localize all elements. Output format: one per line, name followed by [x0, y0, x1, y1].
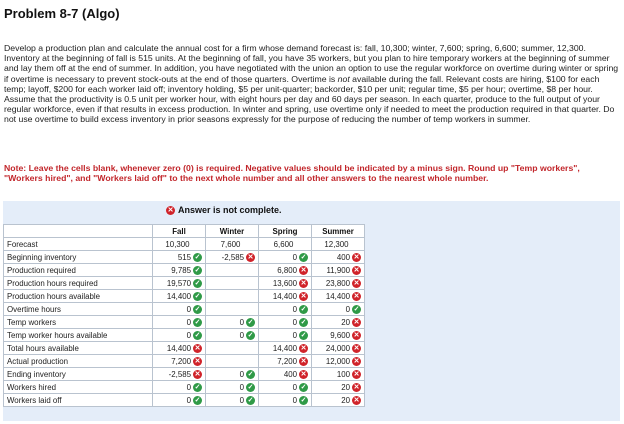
cell-content	[312, 344, 361, 353]
cell-winter[interactable]	[206, 251, 259, 264]
cell-value[interactable]: 14,400	[166, 291, 191, 301]
correct-check-icon: ✓	[247, 396, 254, 404]
cell-summer[interactable]	[312, 303, 365, 316]
cell-content	[206, 240, 255, 249]
cell-content	[206, 331, 255, 340]
cell-spring[interactable]	[259, 342, 312, 355]
cell-value[interactable]: 7,200	[277, 356, 297, 366]
header-spring: Spring	[259, 225, 312, 238]
table-row	[4, 290, 365, 303]
correct-check-icon: ✓	[194, 396, 201, 404]
header-winter: Winter	[206, 225, 259, 238]
cell-fall[interactable]	[153, 303, 206, 316]
cell-content	[259, 305, 308, 314]
cell-winter[interactable]	[206, 329, 259, 342]
table-row	[4, 264, 365, 277]
row-label: Temp workers	[4, 316, 153, 329]
cell-content	[153, 370, 202, 379]
cell-summer[interactable]	[312, 251, 365, 264]
answer-status	[166, 205, 282, 215]
cell-value[interactable]: 0	[292, 382, 297, 392]
cell-value[interactable]: 0	[186, 395, 191, 405]
incorrect-x-icon: ✕	[300, 344, 307, 352]
cell-fall[interactable]	[153, 394, 206, 407]
cell-spring[interactable]	[259, 303, 312, 316]
cell-value[interactable]: 0	[186, 304, 191, 314]
cell-value[interactable]: 13,600	[272, 278, 297, 288]
table-row	[4, 238, 365, 251]
incorrect-x-icon: ✕	[194, 357, 201, 365]
correct-check-icon: ✓	[300, 396, 307, 404]
row-label: Production required	[4, 264, 153, 277]
cell-value[interactable]: 0	[239, 369, 244, 379]
row-label: Actual production	[4, 355, 153, 368]
incorrect-x-icon: ✕	[247, 253, 254, 261]
cell-spring[interactable]	[259, 316, 312, 329]
table-row	[4, 394, 365, 407]
cell-value: 6,600	[273, 239, 294, 249]
cell-spring[interactable]	[259, 264, 312, 277]
cell-content	[259, 253, 308, 262]
cell-summer[interactable]	[312, 329, 365, 342]
problem-text-part-2: available during the fall. Relevant costs are hiring, $100 for each temp; layoff, $200 for each worker laid off; inventory holding, $5 per unit-quarter; backorder, $10 per unit; regular time, $5 per hour; overtime, $8 per hour. Assume that the productivity is 0.5 unit per worker hour, with eight hours per day and 60 days per season. In each quarter, produce to the full output of your regular workforce, even if that results in excess production. In winter and spring, use overtime only if needed to meet the production required in that quarter. Do not use overtime to build excess inventory in prior seasons expressly for the purpose of reducing the number of temp workers in summer.	[4, 73, 615, 125]
cell-value[interactable]: 0	[239, 317, 244, 327]
cell-value[interactable]: 0	[292, 252, 297, 262]
cell-value[interactable]: 6,800	[277, 265, 297, 275]
incorrect-x-icon: ✕	[194, 344, 201, 352]
row-label: Workers laid off	[4, 394, 153, 407]
cell-summer[interactable]	[312, 355, 365, 368]
cell-spring[interactable]	[259, 290, 312, 303]
cell-winter[interactable]	[206, 303, 259, 316]
incorrect-x-icon: ✕	[194, 370, 201, 378]
cell-value[interactable]: 400	[283, 369, 297, 379]
correct-check-icon: ✓	[247, 318, 254, 326]
correct-check-icon: ✓	[247, 370, 254, 378]
correct-check-icon: ✓	[194, 292, 201, 300]
cell-value[interactable]: 0	[186, 330, 191, 340]
cell-value[interactable]: 0	[292, 395, 297, 405]
incorrect-x-icon: ✕	[300, 370, 307, 378]
row-label: Workers hired	[4, 381, 153, 394]
cell-winter[interactable]	[206, 368, 259, 381]
incorrect-x-icon: ✕	[300, 357, 307, 365]
cell-value[interactable]: 7,200	[171, 356, 191, 366]
cell-value[interactable]: 24,000	[325, 343, 350, 353]
problem-text-emphasis: not	[337, 73, 350, 84]
cell-content	[312, 383, 361, 392]
correct-check-icon: ✓	[353, 305, 360, 313]
table-row	[4, 329, 365, 342]
cell-spring[interactable]	[259, 368, 312, 381]
cell-summer	[312, 238, 365, 251]
cell-content	[153, 344, 202, 353]
cell-summer[interactable]	[312, 290, 365, 303]
problem-title: Problem 8-7 (Algo)	[4, 6, 120, 21]
cell-content	[206, 396, 255, 405]
correct-check-icon: ✓	[300, 305, 307, 313]
correct-check-icon: ✓	[194, 383, 201, 391]
cell-value[interactable]: 14,400	[325, 291, 350, 301]
cell-spring[interactable]	[259, 277, 312, 290]
cell-value[interactable]: -2,585	[168, 369, 191, 379]
cell-content	[312, 253, 361, 262]
row-label: Production hours required	[4, 277, 153, 290]
correct-check-icon: ✓	[300, 253, 307, 261]
incorrect-x-icon: ✕	[353, 357, 360, 365]
cell-winter[interactable]	[206, 342, 259, 355]
cell-content	[259, 370, 308, 379]
header-label-column	[4, 225, 153, 238]
cell-value[interactable]: 23,800	[325, 278, 350, 288]
cell-fall[interactable]	[153, 251, 206, 264]
cell-summer[interactable]	[312, 277, 365, 290]
cell-value[interactable]: 20	[341, 382, 350, 392]
incorrect-x-icon: ✕	[353, 292, 360, 300]
cell-fall[interactable]	[153, 316, 206, 329]
correct-check-icon: ✓	[194, 318, 201, 326]
correct-check-icon: ✓	[194, 305, 201, 313]
cell-content	[259, 292, 308, 301]
row-label: Forecast	[4, 238, 153, 251]
header-summer: Summer	[312, 225, 365, 238]
cell-content	[153, 383, 202, 392]
cell-content	[153, 318, 202, 327]
cell-winter	[206, 238, 259, 251]
instruction-note: Note: Leave the cells blank, whenever zero (0) is required. Negative values should be indicated by a minus sign. Round up "Temp workers", "Workers hired", and "Workers laid off" to the next whole number and all other answers to the nearest whole number.	[4, 163, 580, 184]
cell-content	[153, 292, 202, 301]
cell-content	[259, 240, 308, 249]
incorrect-x-icon: ✕	[353, 331, 360, 339]
cell-content	[259, 396, 308, 405]
table-row	[4, 342, 365, 355]
cell-content	[206, 370, 255, 379]
incorrect-x-icon: ✕	[353, 266, 360, 274]
cell-value[interactable]: 0	[239, 395, 244, 405]
cell-content	[312, 396, 361, 405]
incorrect-x-icon: ✕	[353, 318, 360, 326]
row-label: Production hours available	[4, 290, 153, 303]
problem-text-part-1: Develop a production plan and calculate the annual cost for a firm whose demand forecast is: fall, 10,300; winter, 7,600; spring, 6,600; summer, 12,300. Inventory at the beginning of fall is 515 units. At the beginning of fall, you have 35 workers, but you plan to hire temporary workers at the beginning of summer and lay them off at the end of summer. In addition, you have negotiated with the union an option to use the regular workforce on overtime during winter or spring if overtime is necessary to prevent stock-outs at the end of those quarters. Overtime is	[4, 43, 619, 84]
cell-summer[interactable]	[312, 316, 365, 329]
cell-content	[259, 344, 308, 353]
cell-value[interactable]: 9,600	[330, 330, 350, 340]
cell-winter[interactable]	[206, 290, 259, 303]
cell-content	[153, 240, 202, 249]
incorrect-x-icon: ✕	[300, 292, 307, 300]
incorrect-x-icon: ✕	[353, 396, 360, 404]
cell-content	[153, 279, 202, 288]
table-row	[4, 277, 365, 290]
cell-content	[153, 331, 202, 340]
cell-spring[interactable]	[259, 381, 312, 394]
cell-summer[interactable]	[312, 381, 365, 394]
cell-content	[312, 292, 361, 301]
table-row	[4, 381, 365, 394]
cell-content	[153, 305, 202, 314]
cell-value[interactable]: 0	[239, 382, 244, 392]
cell-value[interactable]: 0	[186, 382, 191, 392]
cell-content	[259, 331, 308, 340]
cell-summer[interactable]	[312, 264, 365, 277]
cell-value[interactable]: 19,570	[166, 278, 191, 288]
cell-value: 7,600	[220, 239, 241, 249]
cell-value[interactable]: 14,400	[272, 291, 297, 301]
incorrect-x-icon: ✕	[353, 383, 360, 391]
cell-summer[interactable]	[312, 368, 365, 381]
correct-check-icon: ✓	[194, 253, 201, 261]
cell-value[interactable]: 20	[341, 395, 350, 405]
correct-check-icon: ✓	[247, 331, 254, 339]
table-row	[4, 251, 365, 264]
cell-content	[312, 305, 361, 314]
cell-spring[interactable]	[259, 355, 312, 368]
cell-content	[259, 266, 308, 275]
incorrect-x-icon: ✕	[300, 266, 307, 274]
cell-value[interactable]: -2,585	[221, 252, 244, 262]
cell-content	[153, 266, 202, 275]
cell-content	[259, 318, 308, 327]
cell-content	[206, 318, 255, 327]
table-body	[4, 238, 365, 407]
row-label: Ending inventory	[4, 368, 153, 381]
cell-content	[259, 383, 308, 392]
cell-value: 12,300	[324, 239, 349, 249]
cell-winter[interactable]	[206, 316, 259, 329]
cell-content	[206, 253, 255, 262]
cell-fall	[153, 238, 206, 251]
cell-value[interactable]: 0	[186, 317, 191, 327]
cell-content	[259, 357, 308, 366]
cell-fall[interactable]	[153, 368, 206, 381]
cell-fall[interactable]	[153, 264, 206, 277]
cell-value[interactable]: 9,785	[171, 265, 191, 275]
incorrect-icon: ✕	[167, 206, 174, 214]
incorrect-x-icon: ✕	[300, 279, 307, 287]
correct-check-icon: ✓	[300, 383, 307, 391]
correct-check-icon: ✓	[194, 279, 201, 287]
cell-value[interactable]: 0	[292, 330, 297, 340]
production-plan-table	[3, 224, 365, 407]
cell-winter[interactable]	[206, 394, 259, 407]
cell-value[interactable]: 11,900	[326, 265, 350, 275]
incorrect-x-icon: ✕	[353, 370, 360, 378]
cell-fall[interactable]	[153, 381, 206, 394]
table-row	[4, 303, 365, 316]
correct-check-icon: ✓	[300, 331, 307, 339]
cell-value: 10,300	[165, 239, 190, 249]
cell-content	[312, 331, 361, 340]
row-label: Beginning inventory	[4, 251, 153, 264]
problem-text	[4, 43, 620, 125]
cell-content	[259, 279, 308, 288]
correct-check-icon: ✓	[247, 383, 254, 391]
cell-value[interactable]: 100	[336, 369, 350, 379]
cell-value[interactable]: 20	[341, 317, 350, 327]
answer-status-label: Answer is not complete.	[178, 205, 282, 215]
cell-content	[312, 266, 361, 275]
cell-spring[interactable]	[259, 251, 312, 264]
table-header-row	[4, 225, 365, 238]
row-label: Total hours available	[4, 342, 153, 355]
cell-spring[interactable]	[259, 394, 312, 407]
cell-fall[interactable]	[153, 329, 206, 342]
cell-value[interactable]: 0	[345, 304, 350, 314]
cell-winter[interactable]	[206, 277, 259, 290]
cell-winter[interactable]	[206, 264, 259, 277]
cell-winter[interactable]	[206, 355, 259, 368]
incorrect-x-icon: ✕	[353, 279, 360, 287]
table-row	[4, 368, 365, 381]
cell-content	[312, 357, 361, 366]
cell-content	[153, 253, 202, 262]
cell-content	[312, 279, 361, 288]
cell-value[interactable]: 0	[292, 317, 297, 327]
header-fall: Fall	[153, 225, 206, 238]
cell-value[interactable]: 400	[336, 252, 350, 262]
cell-content	[206, 383, 255, 392]
table-row	[4, 355, 365, 368]
cell-winter[interactable]	[206, 381, 259, 394]
table-row	[4, 316, 365, 329]
correct-check-icon: ✓	[194, 331, 201, 339]
cell-value[interactable]: 12,000	[325, 356, 350, 366]
cell-content	[312, 370, 361, 379]
cell-fall[interactable]	[153, 290, 206, 303]
cell-fall[interactable]	[153, 355, 206, 368]
row-label: Overtime hours	[4, 303, 153, 316]
cell-spring	[259, 238, 312, 251]
cell-value[interactable]: 0	[292, 304, 297, 314]
cell-summer[interactable]	[312, 342, 365, 355]
cell-summer[interactable]	[312, 394, 365, 407]
cell-content	[312, 240, 361, 249]
row-label: Temp worker hours available	[4, 329, 153, 342]
cell-value[interactable]: 515	[177, 252, 191, 262]
cell-fall[interactable]	[153, 342, 206, 355]
cell-fall[interactable]	[153, 277, 206, 290]
cell-content	[153, 357, 202, 366]
cell-content	[153, 396, 202, 405]
incorrect-x-icon: ✕	[353, 344, 360, 352]
cell-value[interactable]: 14,400	[166, 343, 191, 353]
cell-value[interactable]: 0	[239, 330, 244, 340]
cell-content	[312, 318, 361, 327]
correct-check-icon: ✓	[194, 266, 201, 274]
cell-spring[interactable]	[259, 329, 312, 342]
correct-check-icon: ✓	[300, 318, 307, 326]
cell-value[interactable]: 14,400	[272, 343, 297, 353]
incorrect-x-icon: ✕	[353, 253, 360, 261]
